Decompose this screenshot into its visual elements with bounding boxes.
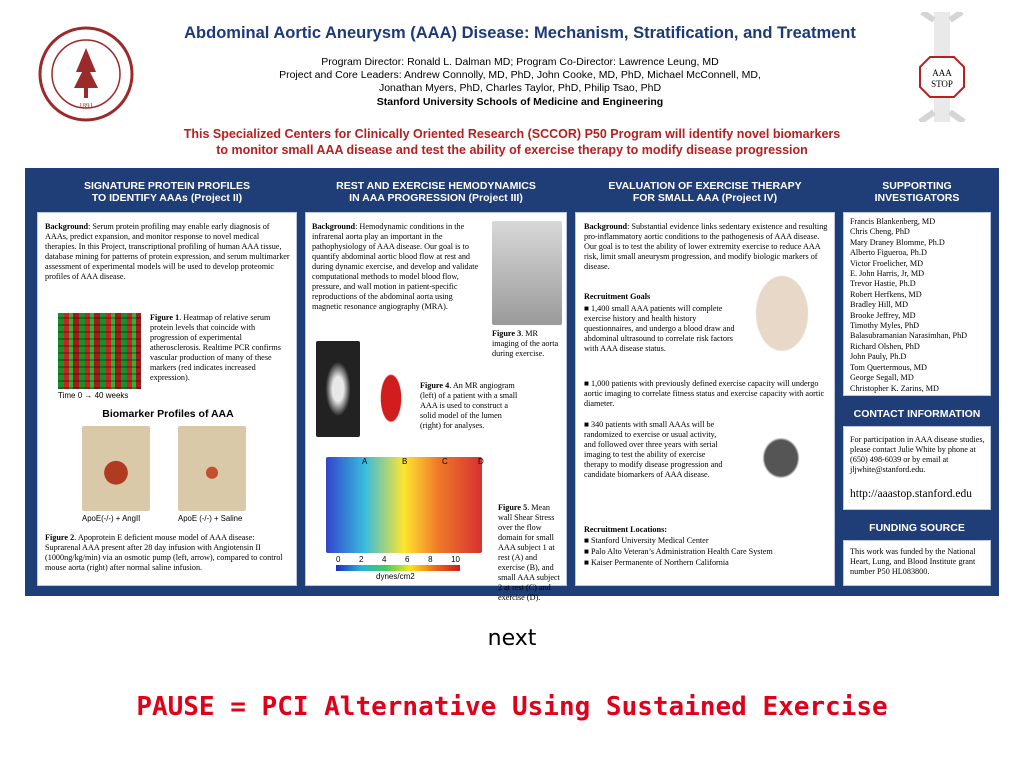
background-label: Background (584, 222, 628, 231)
investigator-name: Robert Herfkens, MD (850, 289, 922, 299)
contact-information-heading: CONTACT INFORMATION (853, 408, 981, 420)
figure-text: . Mean wall Shear Stress over the flow domain for small AAA subject 1 at rest (A) and exercise (B), and small AAA subject 2 at rest (C) and exercise (D). (498, 503, 560, 602)
pause-acronym-title: PAUSE = PCI Alternative Using Sustained Exercise (136, 692, 888, 722)
institution: Stanford University Schools of Medicine and Engineering (376, 96, 664, 108)
background-label: Background (312, 222, 356, 231)
investigator-name: Mary Draney Blomme, Ph.D (850, 237, 945, 247)
tagline-line-2: to monitor small AAA disease and test the ability of exercise therapy to modify disease progression (216, 143, 808, 157)
shear-label-d: D (478, 457, 484, 466)
shear-label-c: C (442, 457, 448, 466)
background-text: : Substantial evidence links sedentary existence and resulting pro-inflammatory aortic conditions to the pathogenesis of AAA disease. Our goal is to test the ability of lower extremity exercise to reduce AAA risk, limit small aneurysm progression, and modify biologic markers of disease. (584, 222, 828, 271)
biomarker-profiles-title: Biomarker Profiles of AAA (102, 408, 234, 420)
investigators-panel (843, 212, 991, 396)
poster-title: Abdominal Aortic Aneurysm (AAA) Disease: Mechanism, Stratification, and Treatment (184, 24, 856, 42)
aaa-stop-logo-icon (912, 12, 972, 122)
poster-header (0, 0, 1024, 170)
project-ii-panel (37, 212, 297, 586)
recruitment-locations-title: Recruitment Locations: (584, 525, 667, 534)
figure-label: Figure 3 (492, 329, 522, 338)
funding-text: This work was funded by the National Heart, Lung, and Blood Institute grant number P50 HL083800. (850, 547, 976, 576)
poster-board (25, 168, 999, 602)
contact-website-link[interactable]: http://aaastop.stanford.edu (850, 488, 972, 500)
angii-label: ApoE(-/-) + AngII (82, 514, 141, 523)
mr-angiogram-image (316, 341, 360, 437)
saline-label: ApoE (-/-) + Saline (178, 514, 243, 523)
project-iv-background (584, 222, 830, 272)
project-leaders-line-2: Jonathan Myers, PhD, Charles Taylor, PhD, Philip Tsao, PhD (378, 82, 662, 94)
figure-text: . MR imaging of the aorta during exercise. (492, 329, 559, 358)
lumen-solid-model-image (366, 341, 416, 445)
shear-scale-units: dynes/cm2 (376, 572, 415, 581)
heading-line: REST AND EXERCISE HEMODYNAMICS (336, 180, 536, 192)
investigator-name: Francis Blankenberg, MD (850, 217, 936, 226)
recruitment-goal-1: ■ 1,400 small AAA patients will complete exercise history and health history questionnaires, and undergo a blood draw and abdominal ultrasound to correlate risk factors with AAA disease status. (584, 304, 735, 353)
investigator-name: Alberto Figueroa, Ph.D (850, 248, 927, 258)
recruitment-goals-title: Recruitment Goals (584, 292, 651, 301)
background-text: : Serum protein profiling may enable early diagnosis of AAAs, predict expansion, and monitor response to novel medical therapies. In this Project, transcriptional profiling of human AAA tissue, database mining for patterns of protein expression, and serum multimarker assessment of experimental models will be used to develop proteomic profiles of AAA disease. (45, 222, 290, 281)
mr-scanner-photo (492, 221, 562, 325)
heading-line: SIGNATURE PROTEIN PROFILES (83, 180, 251, 192)
figure-1-caption (150, 313, 290, 383)
stanford-seal-icon (38, 26, 134, 122)
investigator-name: John Pauly, Ph.D (850, 352, 907, 362)
figure-text: . Apoprotein E deficient mouse model of AAA disease: Suprarenal AAA present after 28 day infusion with Angiotensin II (1000ng/kg/min) via an osmotic pump (left, arrow), compared to control mouse aorta (right) after normal saline infusion. (45, 533, 283, 572)
heading-line: IN AAA PROGRESSION (Project III) (349, 192, 523, 204)
recruitment-location: ■ Palo Alto Veteran’s Administration Health Care System (584, 547, 773, 556)
funding-source-heading: FUNDING SOURCE (869, 522, 965, 534)
svg-text:1891: 1891 (79, 102, 93, 110)
figure-3-caption (492, 329, 562, 359)
figure-4-caption (420, 381, 520, 431)
investigator-name: Bradley Hill, MD (850, 300, 908, 310)
contact-panel (843, 426, 991, 510)
investigator-name: Christopher K. Zarins, MD (850, 383, 939, 393)
scale-tick: 8 (428, 555, 433, 564)
heading-line: EVALUATION OF EXERCISE THERAPY (608, 180, 802, 192)
shear-colorbar (336, 565, 460, 571)
project-iv-panel (575, 212, 835, 586)
project-leaders-line-1: Project and Core Leaders: Andrew Connolly, MD, PhD, John Cooke, MD, PhD, Michael McConnell, MD, (279, 69, 761, 81)
svg-text:STOP: STOP (931, 79, 953, 89)
mouse-aorta-saline-photo (178, 426, 246, 511)
heading-line: FOR SMALL AAA (Project IV) (632, 192, 778, 204)
figure-text: . Heatmap of relative serum protein levels that coincide with progression of experimental atherosclerosis. Realtime PCR confirms vascular production of many of these markers (red indicates increased expression). (150, 313, 281, 382)
recruitment-goal-3: ■ 340 patients with small AAAs will be randomized to exercise or usual activity, and followed over three years with serial imaging to test the ability of exercise therapy to modify disease progression and candidate biomarkers of AAA disease. (584, 420, 723, 479)
project-iii-panel (305, 212, 567, 602)
figure-label: Figure 5 (498, 503, 528, 512)
wall-shear-stress-maps (326, 457, 482, 553)
next-link[interactable]: next (487, 626, 537, 651)
investigator-name: George Segall, MD (850, 373, 914, 383)
project-iv-heading (575, 180, 835, 204)
tagline-line-1: This Specialized Centers for Clinically Oriented Research (SCCOR) P50 Program will identify novel biomarkers (183, 127, 841, 141)
heading-line: INVESTIGATORS (874, 192, 960, 204)
heading-line: SUPPORTING (882, 180, 952, 192)
project-ii-background (45, 222, 291, 282)
scale-tick: 0 (336, 555, 341, 564)
investigator-name: E. John Harris, Jr, MD (850, 269, 925, 279)
shear-label-a: A (362, 457, 368, 466)
heatmap-time-label: Time 0 → 40 weeks (58, 391, 129, 400)
scale-tick: 4 (382, 555, 387, 564)
investigator-name: Victor Froelicher, MD (850, 258, 924, 268)
background-text: : Hemodynamic conditions in the infrarenal aorta play an important in the pathophysiology of AAA disease. Our goal is to quantify abdominal aortic blood flow at rest and during dynamic exercise, and develop and validate computational methods to model blood flow, pressure, and wall motion in patient-specific reproductions of the abdominal aorta using magnetic resonance angiography (MRA). (312, 222, 479, 311)
investigator-name: Chris Cheng, PhD (850, 227, 910, 237)
figure-text: . An MR angiogram (left) of a patient with a small AAA is used to construct a solid model of the lumen (right) for analyses. (420, 381, 518, 430)
recruitment-goal-2: ■ 1,000 patients with previously defined exercise capacity will undergo aortic imaging to correlate fitness status and exercise capacity with aortic diameter. (584, 379, 825, 408)
project-iii-background (312, 222, 484, 312)
investigator-name: Tom Quertermous, MD (850, 362, 927, 372)
figure-label: Figure 2 (45, 533, 75, 542)
heading-line: TO IDENTIFY AAAs (Project II) (91, 192, 243, 204)
investigator-name: Balasubramanian Narasimhan, PhD (850, 331, 968, 341)
investigator-name: Brooke Jeffrey, MD (850, 310, 916, 320)
svg-text:AAA: AAA (932, 68, 952, 78)
investigator-name: Timothy Myles, PhD (850, 321, 920, 331)
investigator-name: Richard Olshen, PhD (850, 341, 920, 351)
figure-label: Figure 4 (420, 381, 450, 390)
figure-label: Figure 1 (150, 313, 180, 322)
supporting-investigators-heading (843, 180, 991, 204)
background-label: Background (45, 222, 89, 231)
mouse-aorta-angii-photo (82, 426, 150, 511)
recruitment-location: ■ Kaiser Permanente of Northern California (584, 558, 729, 567)
scale-tick: 10 (451, 555, 460, 564)
investigator-name: Trevor Hastie, Ph.D (850, 279, 916, 289)
recruitment-location: ■ Stanford University Medical Center (584, 536, 709, 545)
scale-tick: 6 (405, 555, 410, 564)
figure-2-caption (45, 533, 291, 573)
treadmill-runner-illustration (740, 413, 822, 503)
scale-tick: 2 (359, 555, 364, 564)
funding-panel (843, 540, 991, 586)
shear-label-b: B (402, 457, 408, 466)
program-directors: Program Director: Ronald L. Dalman MD; Program Co-Director: Lawrence Leung, MD (321, 56, 719, 68)
project-iii-heading (305, 180, 567, 204)
project-ii-heading (37, 180, 297, 204)
shear-scale-ticks (336, 555, 460, 565)
program-tagline (60, 126, 964, 158)
contact-text: For participation in AAA disease studies, please contact Julie White by phone at (650) 498-6039 or by email at jljwhite@stanford.edu. (850, 435, 985, 474)
aortic-anatomy-illustration (742, 275, 822, 371)
figure-5-caption (498, 503, 562, 603)
protein-heatmap-figure (58, 313, 141, 389)
